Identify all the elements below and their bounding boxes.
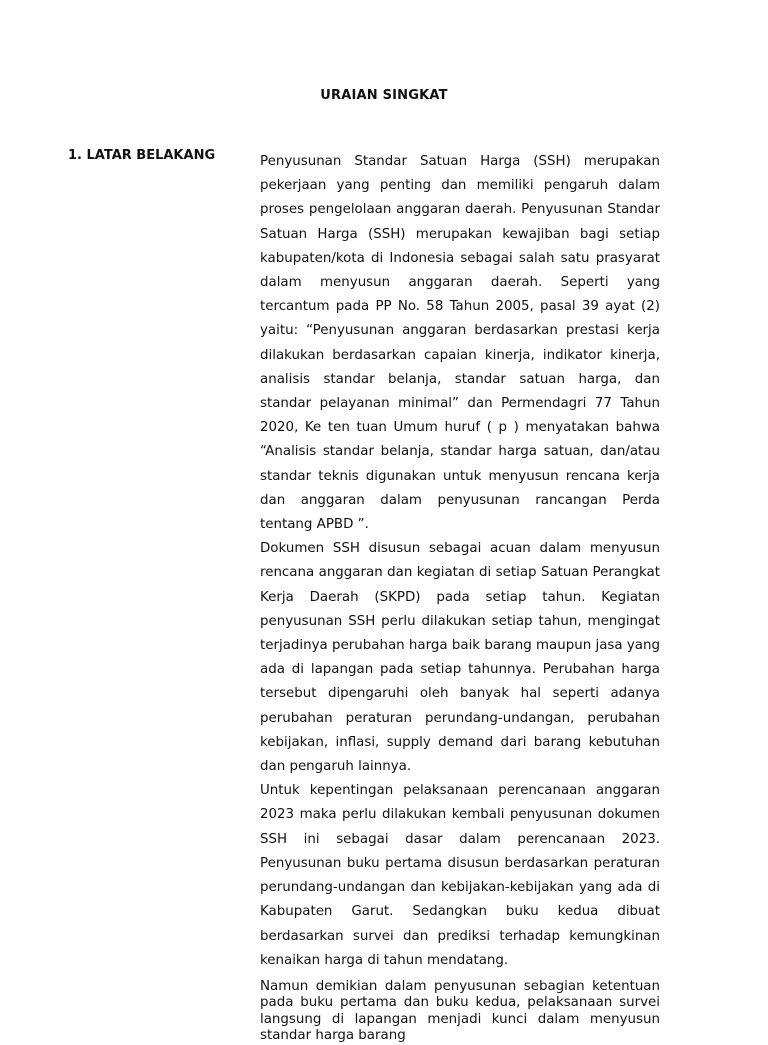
paragraph-2: Dokumen SSH disusun sebagai acuan dalam menyusun rencana anggaran dan kegiatan di setiap Satuan Perangkat Kerja Daerah (SKPD) pada setiap tahun. Kegiatan penyusunan SSH perlu dilakukan setiap tahun, mengingat terjadinya perubahan harga baik barang maupun jasa yang ada di lapangan pada setiap tahunnya. Perubahan harga tersebut dipengaruhi oleh banyak hal seperti adanya perubahan peraturan perundang-undangan, perubahan kebijakan, inflasi, supply demand dari barang kebutuhan dan pengaruh lainnya.: [260, 541, 660, 775]
paragraph-4: Namun demikian dalam penyusunan sebagian ketentuan pada buku pertama dan buku kedua, pelaksanaan survei langsung di lapangan menjadi kunci dalam menyusun standar harga barang: [260, 978, 660, 1044]
body-text: [260, 150, 660, 1045]
paragraph-3: Untuk kepentingan pelaksanaan perencanaan anggaran 2023 maka perlu dilakukan kembali penyusunan dokumen SSH ini sebagai dasar dalam perencanaan 2023. Penyusunan buku pertama disusun berdasarkan peraturan perundang-undangan dan kebijakan-kebijakan yang ada di Kabupaten Garut. Sedangkan buku kedua dibuat berdasarkan survei dan prediksi terhadap kemungkinan kenaikan harga di tahun mendatang.: [260, 783, 660, 968]
page-title: URAIAN SINGKAT: [320, 88, 448, 103]
paragraph-1: Penyusunan Standar Satuan Harga (SSH) merupakan pekerjaan yang penting dan memiliki pengaruh dalam proses pengelolaan anggaran daerah. Penyusunan Standar Satuan Harga (SSH) merupakan kewajiban bagi setiap kabupaten/kota di Indonesia sebagai salah satu prasyarat dalam menyusun anggaran daerah. Seperti yang tercantum pada PP No. 58 Tahun 2005, pasal 39 ayat (2) yaitu: “Penyusunan anggaran berdasarkan prestasi kerja dilakukan berdasarkan capaian kinerja, indikator kinerja, analisis standar belanja, standar satuan harga, dan standar pelayanan minimal” dan Permendagri 77 Tahun 2020, Ke ten tuan Umum huruf ( p ) menyatakan bahwa “Analisis standar belanja, standar harga satuan, dan/atau standar teknis digunakan untuk menyusun rencana kerja dan anggaran dalam penyusunan rancangan Perda tentang APBD ”.: [260, 154, 660, 533]
section-heading-latar-belakang: 1. LATAR BELAKANG: [68, 148, 216, 163]
